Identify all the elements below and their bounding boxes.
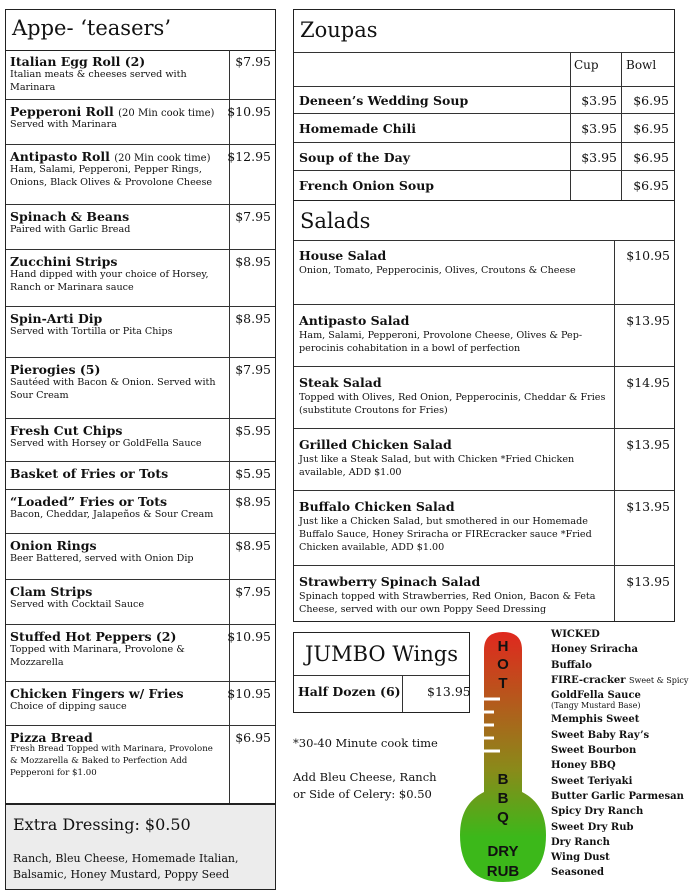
soup-row (294, 171, 674, 200)
flavor-item (551, 774, 688, 789)
flavor-item (551, 712, 688, 727)
item-description: Italian meats & cheeses served with Marinara (10, 69, 187, 93)
item-name: Onion Rings (10, 538, 97, 553)
item-description: Beer Battered, served with Onion Dip (10, 553, 194, 564)
item-description: Topped with Marinara, Provolone & Mozzarella (10, 644, 185, 668)
item-note: (20 Min cook time) (118, 108, 215, 119)
appetizer-row (6, 534, 275, 580)
heat-thermometer (458, 632, 558, 892)
wings-price-divider (402, 675, 403, 712)
item-description: Served with Cocktail Sauce (10, 599, 145, 610)
soup-bowl-price: $6.95 (633, 178, 669, 193)
flavor-name: Wing Dust (551, 852, 610, 864)
soups-title: Zoupas (300, 18, 378, 42)
salad-price: $13.95 (626, 437, 670, 452)
item-description: Served with Tortilla or Pita Chips (10, 326, 173, 337)
item-price: $8.95 (235, 311, 271, 326)
flavor-item (551, 850, 688, 865)
salad-price: $13.95 (626, 574, 670, 589)
soup-name: Homemade Chili (299, 121, 416, 136)
item-description: Paired with Garlic Bread (10, 224, 131, 235)
flavor-name: Honey BBQ (551, 760, 616, 772)
salad-name: Strawberry Spinach Salad (299, 574, 481, 589)
soup-bowl-price: $6.95 (633, 121, 669, 136)
flavor-name: Spicy Dry Ranch (551, 806, 644, 818)
salads-title: Salads (300, 209, 371, 233)
item-name: Fresh Cut Chips (10, 423, 123, 438)
flavor-note: Sweet & Spicy (629, 675, 689, 685)
item-name: Pepperoni Roll (20 Min cook time) (10, 104, 215, 119)
item-name: Spin-Arti Dip (10, 311, 103, 326)
salad-price: $14.95 (626, 375, 670, 390)
flavor-name: Sweet Bourbon (551, 745, 637, 757)
salad-price: $10.95 (626, 248, 670, 263)
item-description: Served with Horsey or GoldFella Sauce (10, 438, 202, 449)
item-name: Spinach & Beans (10, 209, 130, 224)
wings-price: $13.95 (427, 684, 471, 699)
salad-description: Topped with Olives, Red Onion, Pepperocinis, Cheddar & Fries (substitute Croutons for Fries) (299, 392, 606, 416)
bbq-letter: B (497, 790, 509, 807)
appetizer-row (6, 625, 275, 682)
appetizers-section (5, 9, 276, 804)
salad-name: Buffalo Chicken Salad (299, 499, 455, 514)
appetizer-row (6, 419, 275, 462)
flavor-item (551, 758, 688, 773)
item-name: Stuffed Hot Peppers (2) (10, 629, 177, 644)
appetizer-row (6, 580, 275, 625)
flavor-name: Sweet Dry Rub (551, 821, 634, 833)
flavor-name: Buffalo (551, 659, 592, 671)
flavor-item (551, 642, 688, 657)
item-description: Choice of dipping sauce (10, 701, 127, 712)
flavor-name: Sweet Baby Ray’s (551, 729, 650, 741)
item-description: Served with Marinara (10, 119, 117, 130)
wings-section (293, 632, 470, 713)
item-price: $6.95 (235, 730, 271, 745)
salad-price: $13.95 (626, 313, 670, 328)
soup-row (294, 86, 674, 114)
soup-name: French Onion Soup (299, 178, 435, 193)
salads-section (293, 201, 675, 622)
hot-letter: O (497, 656, 509, 673)
dry-label: DRY (487, 843, 519, 860)
flavor-name: GoldFella Sauce (551, 690, 641, 702)
item-price: $5.95 (235, 423, 271, 438)
item-description: Ham, Salami, Pepperoni, Pepper Rings, Onions, Black Olives & Provolone Cheese (10, 164, 213, 188)
item-price: $10.95 (227, 104, 271, 119)
flavor-name: FIRE-cracker (551, 674, 626, 686)
appetizer-row (6, 307, 275, 358)
salad-description: Just like a Steak Salad, but with Chicken *Fried Chicken available, ADD $1.00 (299, 454, 575, 478)
item-name: Antipasto Roll (20 Min cook time) (10, 149, 211, 164)
appetizer-row (6, 726, 275, 795)
flavor-item (551, 658, 688, 673)
salad-row (294, 566, 674, 621)
appetizer-row (6, 682, 275, 726)
flavor-item (551, 743, 688, 758)
extra-dressing-box (5, 804, 276, 890)
flavor-name: Honey Sriracha (551, 644, 638, 656)
extra-dressing-list: Ranch, Bleu Cheese, Homemade Italian, Balsamic, Honey Mustard, Poppy Seed (13, 852, 239, 881)
flavor-item (551, 627, 688, 642)
salad-name: Antipasto Salad (299, 313, 410, 328)
flavor-item (551, 728, 688, 743)
item-name: Basket of Fries or Tots (10, 466, 169, 481)
appetizer-row (6, 50, 275, 100)
soup-cup-price: $3.95 (581, 121, 617, 136)
appetizer-row (6, 250, 275, 307)
item-name: Pizza Bread (10, 730, 93, 745)
cup-header: Cup (574, 58, 599, 72)
extra-dressing-title: Extra Dressing: $0.50 (13, 815, 191, 834)
item-description: Bacon, Cheddar, Jalapeños & Sour Cream (10, 509, 214, 520)
wings-addon: Add Bleu Cheese, Ranch or Side of Celery: $0.50 (293, 770, 437, 801)
salad-description: Spinach topped with Strawberries, Red Onion, Bacon & Feta Cheese, served with our own Poppy Seed Dressing (299, 591, 596, 615)
flavor-name: Sweet Teriyaki (551, 775, 633, 787)
item-name: Chicken Fingers w/ Fries (10, 686, 184, 701)
item-price: $8.95 (235, 494, 271, 509)
appetizer-row (6, 358, 275, 419)
item-price: $10.95 (227, 686, 271, 701)
divider (294, 52, 674, 53)
hot-letter: H (497, 638, 509, 655)
flavor-name: Memphis Sweet (551, 714, 640, 726)
salad-name: Steak Salad (299, 375, 382, 390)
flavor-item (551, 789, 688, 804)
salad-price: $13.95 (626, 499, 670, 514)
soup-row (294, 143, 674, 171)
soup-name: Soup of the Day (299, 150, 410, 165)
salad-name: Grilled Chicken Salad (299, 437, 452, 452)
wings-cook-time: *30-40 Minute cook time (293, 736, 438, 750)
appetizer-row (6, 205, 275, 250)
hot-letter: T (498, 675, 508, 692)
salad-row (294, 305, 674, 367)
item-price: $8.95 (235, 254, 271, 269)
appetizer-row (6, 145, 275, 205)
item-name: Italian Egg Roll (2) (10, 54, 146, 69)
item-name: Pierogies (5) (10, 362, 101, 377)
salad-row (294, 429, 674, 491)
appetizer-list (6, 50, 275, 803)
item-price: $12.95 (227, 149, 271, 164)
flavor-name: Seasoned (551, 867, 604, 879)
flavor-item (551, 700, 688, 711)
flavor-item (551, 673, 688, 688)
flavor-name: Dry Ranch (551, 836, 610, 848)
wings-title: JUMBO Wings (304, 642, 458, 666)
item-price: $7.95 (235, 54, 271, 69)
soups-section (293, 9, 675, 201)
soup-list (294, 86, 674, 200)
flavor-item (551, 820, 688, 835)
item-description: Sautéed with Bacon & Onion. Served with Sour Cream (10, 377, 216, 401)
salad-name: House Salad (299, 248, 387, 263)
item-price: $5.95 (235, 466, 271, 481)
item-name: “Loaded” Fries or Tots (10, 494, 168, 509)
flavor-item (551, 865, 688, 880)
soup-cup-price: $3.95 (581, 93, 617, 108)
item-price: $7.95 (235, 584, 271, 599)
salad-row (294, 491, 674, 566)
item-price: $8.95 (235, 538, 271, 553)
salad-description: Onion, Tomato, Pepperocinis, Olives, Croutons & Cheese (299, 265, 576, 276)
flavor-item (551, 835, 688, 850)
divider (294, 675, 469, 676)
item-price: $7.95 (235, 362, 271, 377)
appetizer-row (6, 490, 275, 534)
item-name: Clam Strips (10, 584, 93, 599)
salad-row (294, 367, 674, 429)
bowl-header: Bowl (626, 58, 657, 72)
item-name: Zucchini Strips (10, 254, 118, 269)
flavor-note: (Tangy Mustard Base) (551, 701, 641, 711)
item-description: Hand dipped with your choice of Horsey, Ranch or Marinara sauce (10, 269, 209, 293)
salad-row (294, 240, 674, 305)
soup-name: Deneen’s Wedding Soup (299, 93, 469, 108)
bbq-letter: Q (497, 809, 509, 826)
flavor-name: WICKED (551, 629, 600, 640)
appetizer-row (6, 462, 275, 490)
item-description: Fresh Bread Topped with Marinara, Provolone & Mozzarella & Baked to Perfection Add Pepperoni for $1.00 (10, 744, 213, 778)
soup-row (294, 114, 674, 143)
flavor-name: Butter Garlic Parmesan (551, 790, 684, 802)
appetizer-row (6, 100, 275, 145)
soup-cup-price: $3.95 (581, 150, 617, 165)
item-price: $7.95 (235, 209, 271, 224)
item-note: (20 Min cook time) (114, 153, 211, 164)
soup-bowl-price: $6.95 (633, 93, 669, 108)
salad-description: Just like a Chicken Salad, but smothered in our Homemade Buffalo Sauce, Honey Sriracha or FIREcracker sauce *Fried Chicken available, ADD $1.00 (299, 516, 592, 553)
wing-flavor-list (551, 627, 688, 881)
item-price: $10.95 (227, 629, 271, 644)
appetizers-title: Appe- ‘teasers’ (12, 16, 172, 40)
rub-label: RUB (486, 863, 520, 880)
salad-description: Ham, Salami, Pepperoni, Provolone Cheese, Olives & Pep- perocinis cohabitation in a bowl of perfection (299, 330, 583, 354)
salad-list (294, 240, 674, 621)
bbq-letter: B (497, 771, 509, 788)
wings-size: Half Dozen (6) (298, 684, 401, 699)
flavor-item (551, 804, 688, 819)
soup-bowl-price: $6.95 (633, 150, 669, 165)
